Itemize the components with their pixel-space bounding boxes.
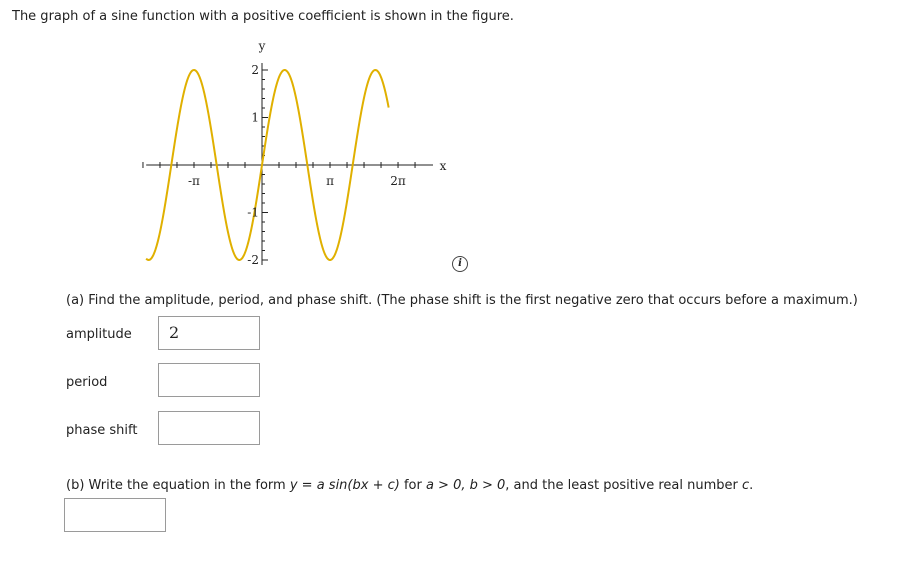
y-tick-label: 2 — [251, 63, 259, 77]
part-b-period: . — [749, 478, 754, 493]
x-tick-label: π — [326, 174, 334, 188]
part-b-text-mid: for — [399, 478, 426, 493]
y-axis-label: y — [258, 39, 266, 53]
phase-shift-label: phase shift — [66, 423, 138, 438]
y-tick-label: -1 — [247, 205, 259, 220]
y-tick-label: 1 — [251, 110, 259, 125]
x-tick-label: 2π — [390, 174, 406, 188]
amplitude-label: amplitude — [66, 327, 132, 342]
part-b-variable: c — [741, 478, 750, 493]
period-label: period — [66, 375, 108, 390]
graph-labels — [188, 39, 447, 267]
part-b-form: y = a sin(bx + c) — [289, 478, 400, 493]
equation-input[interactable] — [64, 498, 166, 532]
part-b-text-end: , and the least positive real number — [505, 478, 742, 493]
part-b-text-start: (b) Write the equation in the form — [66, 478, 290, 493]
amplitude-input[interactable]: 2 — [158, 316, 260, 350]
part-b-question — [66, 478, 753, 493]
period-input[interactable] — [158, 363, 260, 397]
problem-intro: The graph of a sine function with a positive coefficient is shown in the figure. — [12, 9, 514, 24]
info-icon[interactable]: i — [452, 256, 468, 272]
y-tick-label: -2 — [247, 253, 259, 267]
phase-shift-input[interactable] — [158, 411, 260, 445]
graph-axes — [143, 63, 433, 265]
x-tick-label: -π — [188, 174, 200, 188]
part-b-conditions: a > 0, b > 0 — [425, 478, 506, 493]
part-a-question: (a) Find the amplitude, period, and phase shift. (The phase shift is the first negative zero that occurs before a maximum.) — [66, 293, 858, 308]
x-axis-label: x — [439, 159, 447, 173]
